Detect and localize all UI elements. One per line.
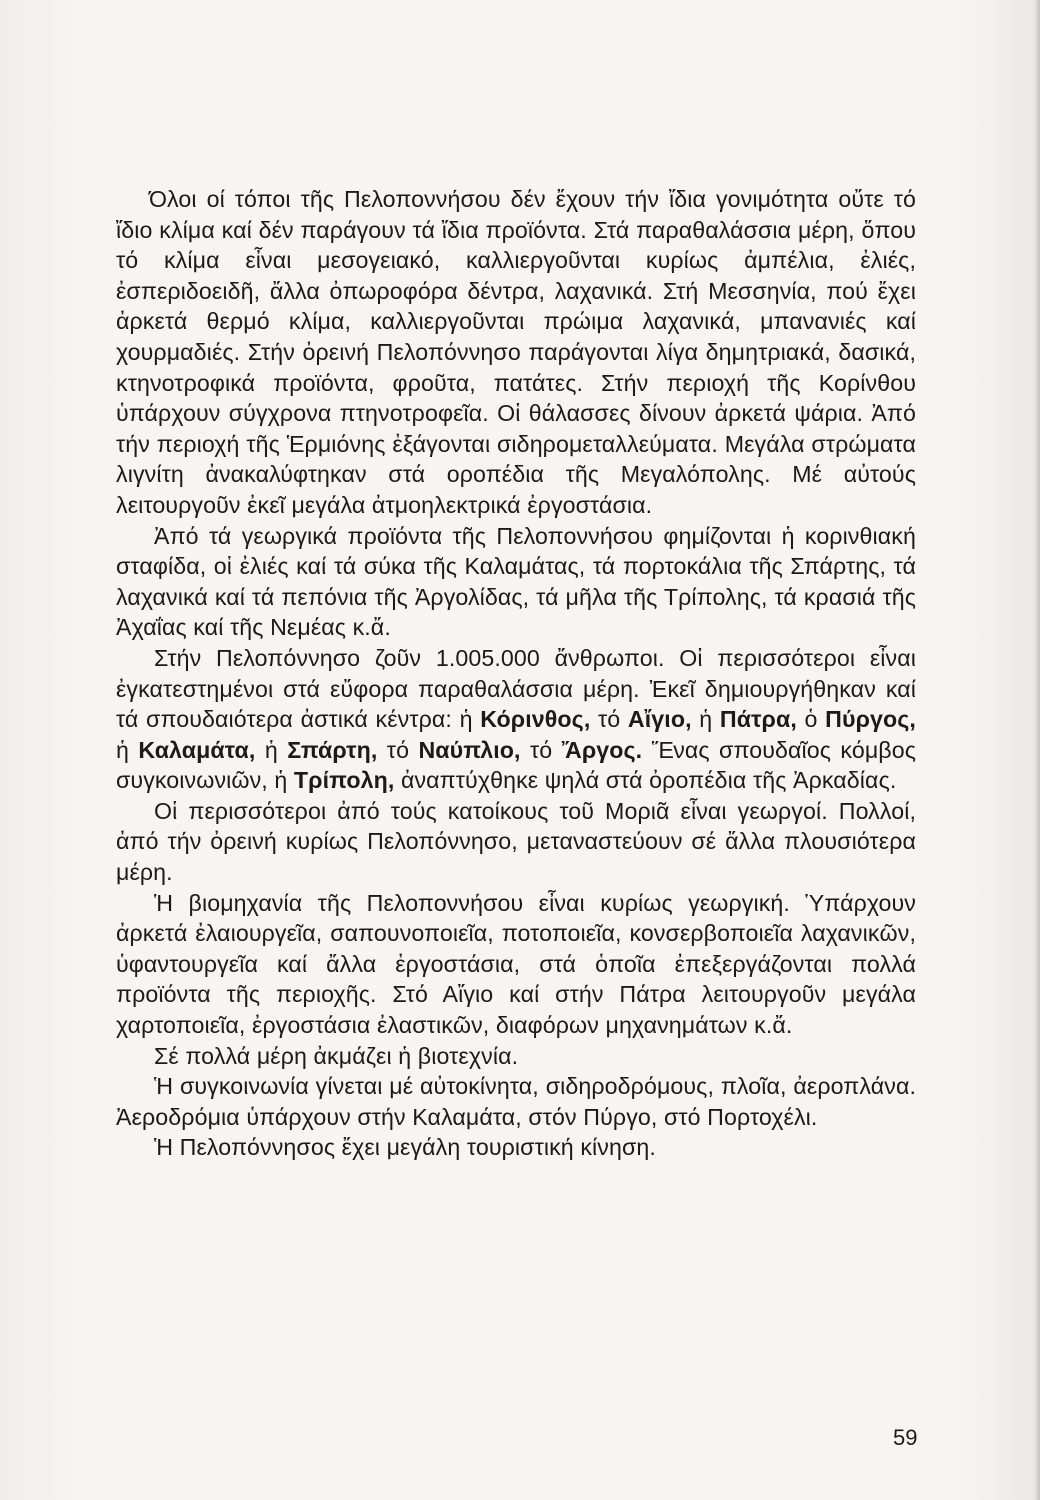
- paragraph-tourism: Ἡ Πελοπόννησος ἔχει μεγάλη τουριστική κίνηση.: [154, 1134, 656, 1161]
- paragraph-industry: Ἡ βιομηχανία τῆς Πελοποννήσου εἶναι κυρίως γεωργική. Ὑπάρχουν ἀρκετά ἐλαιουργεῖα, σαπουνοποιεῖα, ποτοποιεῖα, κονσερβοποιεῖα λαχανικῶν, ὑφαντουργεῖα καί ἄλλα ἐργοστάσια, στά ὁποῖα ἐπεξεργάζονται πολλά προϊόντα τῆς περιοχῆς. Στό Αἴγιο καί στήν Πάτρα λειτουργοῦν μεγάλα χαρτοποιεῖα, ἐργοστάσια ἐλαστικῶν, διαφόρων μηχανημάτων κ.ἄ.: [116, 889, 916, 1039]
- page-spine-shadow: [1034, 0, 1040, 1500]
- place-name-tripoli: Τρίπολη,: [293, 767, 395, 794]
- text-segment: ὁ: [796, 706, 826, 733]
- text-segment: ἡ: [691, 706, 720, 733]
- place-name-sparti: Σπάρτη,: [287, 736, 378, 763]
- place-name-pyrgos: Πύργος,: [825, 706, 916, 733]
- paragraph-population: [116, 643, 916, 796]
- page-number: 59: [893, 1425, 918, 1450]
- text-segment: ἡ: [116, 736, 139, 763]
- place-name-korinthos: Κόρινθος,: [480, 706, 591, 733]
- text-segment: ἀναπτύχθηκε ψηλά στά ὀροπέδια τῆς Ἀρκαδίας.: [394, 767, 897, 794]
- text-segment: Ἕνας σπουδαῖος κόμβος συγκοινωνιῶν, ἡ: [116, 736, 916, 794]
- place-name-nafplio: Ναύπλιο,: [418, 736, 521, 763]
- paragraph-crafts: Σέ πολλά μέρη ἀκμάζει ἡ βιοτεχνία.: [154, 1042, 519, 1069]
- text-segment: Στήν Πελοπόννησο ζοῦν 1.005.000 ἄνθρωποι. Οἱ περισσότεροι εἶναι ἐγκατεστημένοι στά εὔφορα παραθαλάσσια μέρη. Ἐκεῖ δημιουργήθηκαν καί τά σπουδαιότερα ἀστικά κέντρα: ἡ: [116, 644, 916, 733]
- place-name-kalamata: Καλαμάτα,: [138, 736, 256, 763]
- paragraph-famous-products: Ἀπό τά γεωργικά προϊόντα τῆς Πελοποννήσου φημίζονται ἡ κορινθιακή σταφίδα, οἱ ἐλιές καί τά σύκα τῆς Καλαμάτας, τά πορτοκάλια τῆς Σπάρτης, τά λαχανικά καί τά πεπόνια τῆς Ἀργολίδας, τά μῆλα τῆς Τρίπολης, τά κρασιά τῆς Ἀχαΐας καί τῆς Νεμέας κ.ἄ.: [116, 522, 916, 641]
- place-name-patra: Πάτρα,: [719, 706, 797, 733]
- body-text: [116, 184, 916, 1163]
- paragraph-emigration: Οἱ περισσότεροι ἀπό τούς κατοίκους τοῦ Μοριᾶ εἶναι γεωργοί. Πολλοί, ἀπό τήν ὀρεινή κυρίως Πελοπόννησο, μεταναστεύουν σέ ἄλλα πλουσιότερα μέρη.: [116, 797, 916, 886]
- place-name-argos: Ἄργος.: [561, 736, 643, 763]
- paragraph-transport: Ἡ συγκοινωνία γίνεται μέ αὐτοκίνητα, σιδηροδρόμους, πλοῖα, ἀεροπλάνα. Ἀεροδρόμια ὑπάρχουν στήν Καλαμάτα, στόν Πύργο, στό Πορτοχέλι.: [116, 1073, 916, 1130]
- text-segment: τό: [377, 736, 419, 763]
- text-segment: τό: [590, 706, 628, 733]
- text-segment: ἡ: [255, 736, 288, 763]
- paragraph-agriculture: Όλοι οί τόποι τῆς Πελοποννήσου δέν ἔχουν τήν ἴδια γονιμότητα οὔτε τό ἴδιο κλίμα καί δέν παράγουν τά ἴδια προϊόντα. Στά παραθαλάσσια μέρη, ὅπου τό κλίμα εἶναι μεσογειακό, καλλιεργοῦνται κυρίως ἀμπέλια, ἐλιές, ἐσπεριδοειδῆ, ἄλλα ὀπωροφόρα δέντρα, λαχανικά. Στή Μεσσηνία, πού ἔχει ἀρκετά θερμό κλίμα, καλλιεργοῦνται πρώιμα λαχανικά, μπανανιές καί χουρμαδιές. Στήν ὀρεινή Πελοπόννησο παράγονται λίγα δημητριακά, δασικά, κτηνοτροφικά προϊόντα, φροῦτα, πατάτες. Στήν περιοχή τῆς Κορίνθου ὑπάρχουν σύγχρονα πτηνοτροφεῖα. Οἱ θάλασσες δίνουν ἀρκετά ψάρια. Ἀπό τήν περιοχή τῆς Ἑρμιόνης ἐξάγονται σιδηρομεταλλεύματα. Μεγάλα στρώματα λιγνίτη ἀνακαλύφτηκαν στά οροπέδια τῆς Μεγαλόπολης. Μέ αὐτούς λειτουργοῦν ἐκεῖ μεγάλα ἀτμοηλεκτρικά ἐργοστάσια.: [116, 186, 916, 518]
- text-segment: τό: [520, 736, 562, 763]
- place-name-aigio: Αἴγιο,: [627, 706, 692, 733]
